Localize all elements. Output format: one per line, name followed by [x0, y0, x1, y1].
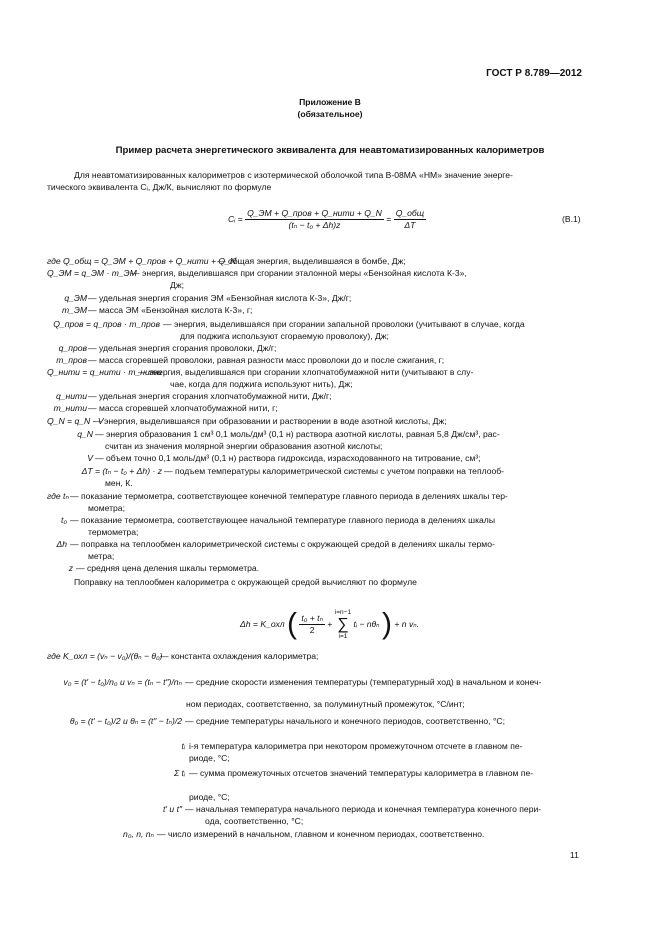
definition-text: — энергия, выделившаяся при сгорании хлопчатобумажной нити (учитывают в слу-	[138, 367, 474, 377]
definition-text: — поправка на теплообмен калориметрической системы с окружающей средой в делениях шкалы термо-	[70, 539, 495, 549]
definition-text: — удельная энергия сгорания ЭМ «Бензойная кислота К-3», Дж/г;	[88, 293, 352, 303]
definition-continuation: метра;	[88, 551, 115, 561]
definition-text: — константа охлаждения калориметра;	[160, 651, 319, 661]
formula-correction-frac-num: t₀ + tₙ	[301, 613, 323, 623]
page-number: 11	[570, 850, 579, 860]
definition-label: V	[87, 453, 93, 463]
definition-label: z	[68, 563, 73, 573]
paragraph-correction: Поправку на теплообмен калориметра с окружающей средой вычисляют по формуле	[74, 577, 417, 587]
formula-b1-eq: =	[386, 214, 392, 224]
formula-correction-tail: + n vₙ.	[394, 619, 420, 629]
definition-continuation: ода, соответственно, °С;	[205, 816, 304, 826]
definition-label: t₀	[60, 515, 67, 525]
definition-label: где K_охл = (vₙ − v₀)/(θₙ − θ₀)	[47, 651, 163, 661]
definition-label: q_пров	[58, 343, 87, 353]
definition-continuation: для поджига используют сгораемую проволоку), Дж;	[180, 331, 389, 341]
formula-correction-plus: +	[327, 619, 333, 629]
intro-line-2: тического эквивалента Cᵢ, Дж/К, вычисляют по формуле	[47, 182, 272, 192]
definition-continuation: риоде, °С;	[189, 753, 230, 763]
document-code: ГОСТ Р 8.789—2012	[486, 68, 582, 79]
definition-continuation: Дж;	[170, 280, 184, 290]
definition-text: — масса сгоревшей хлопчатобумажной нити, г;	[88, 403, 278, 413]
definition-label: где Q_общ = Q_ЭМ + Q_пров + Q_нити + Q_N	[47, 256, 237, 266]
definition-continuation: считан из значения молярной энергии образования азотной кислоты;	[105, 441, 383, 451]
section-title: Пример расчета энергетического эквивалента для неавтоматизированных калориметров	[115, 145, 545, 156]
definition-text: — средние скорости изменения температуры (температурный ход) в начальном и конеч-	[185, 677, 542, 687]
definition-text: — энергия, выделившаяся при образовании и растворении в воде азотной кислоты, Дж;	[93, 416, 447, 426]
sigma-icon: ∑	[337, 616, 349, 633]
formula-b1-fraction-2	[394, 208, 426, 231]
definition-text: — средняя цена деления шкалы термометра.	[76, 563, 260, 573]
formula-b1-numerator-2: Q_общ	[395, 208, 425, 218]
definition-text: — сумма промежуточных отсчетов значений температуры калориметра в главном пе-	[189, 768, 534, 778]
definition-label: ΔT = (tₙ − t₀ + Δh) · z	[81, 466, 162, 476]
definition-text: — общая энергия, выделившаяся в бомбе, Дж;	[217, 256, 406, 266]
formula-b1-fraction-1	[245, 208, 384, 231]
definition-label: v₀ = (t′ − t₀)/n₀ и vₙ = (tₙ − t″)/nₙ	[63, 677, 182, 687]
definition-label: θ₀ = (t′ − t₀)/2 и θₙ = (t″ − tₙ)/2	[69, 716, 182, 726]
definition-label: Q_пров = q_пров · m_пров	[53, 319, 160, 329]
definition-label: t′ и t″	[163, 804, 182, 814]
appendix-status: (обязательное)	[297, 109, 363, 119]
formula-number: (В.1)	[562, 214, 581, 224]
definition-continuation: ном периодах, соответственно, за полуминутный промежуток, °С/инт;	[186, 699, 465, 709]
definition-label: m_пров	[56, 355, 87, 365]
definition-label: Q_нити = q_нити · m_нити	[47, 367, 162, 377]
definition-text: — объем точно 0,1 моль/дм³ (0,1 н) раствора гидроксида, израсходованного на титрование, см³;	[95, 453, 481, 463]
definition-text: — удельная энергия сгорания проволоки, Дж/г;	[88, 343, 277, 353]
formula-b1-denominator-2: ΔT	[404, 220, 416, 230]
definition-label: m_нити	[53, 403, 87, 413]
definition-label: q_N	[77, 429, 93, 439]
definition-label: Q_ЭМ = q_ЭМ · m_ЭМ	[47, 268, 137, 278]
appendix-title: Приложение В	[299, 97, 361, 107]
definition-label: m_ЭМ	[61, 305, 87, 315]
definition-text: — показание термометра, соответствующее начальной температуре главного периода в делениях шкалы	[70, 515, 495, 525]
definition-text: — энергия образования 1 см³ 0,1 моль/дм³ (0,1 н) раствора азотной кислоты, равная 5,8 Дж/см³, рас-	[95, 429, 500, 439]
definition-continuation: риоде, °С;	[189, 792, 230, 802]
formula-correction-frac-den: 2	[309, 625, 315, 635]
definition-text: — энергия, выделившаяся при сгорании эталонной меры «Бензойная кислота К-3»,	[131, 268, 467, 278]
definition-text: — показание термометра, соответствующее конечной температуре главного периода в делениях шкалы тер-	[70, 491, 508, 501]
definition-text: — число измерений в начальном, главном и конечном периодах, соответственно.	[157, 829, 485, 839]
definition-continuation: мометра;	[88, 503, 125, 513]
formula-correction-lhs: Δh = K_охл	[240, 619, 285, 629]
definition-text: — средние температуры начального и конечного периодов, соответственно, °С;	[185, 716, 505, 726]
intro-line-1: Для неавтоматизированных калориметров с изотермической оболочкой типа В-08МА «НМ» значение энерге-	[74, 170, 513, 180]
formula-b1-denominator: (tₙ − t₀ + Δh)z	[288, 220, 341, 230]
definition-text: — энергия, выделившаяся при сгорании запальной проволоки (учитывают в случае, когда	[163, 319, 525, 329]
definition-label: tᵢ	[181, 741, 185, 751]
formula-b1-lhs: Cᵢ =	[228, 214, 243, 224]
definition-text: — масса ЭМ «Бензойная кислота К-3», г;	[88, 305, 253, 315]
sum-bottom-limit: i=1	[338, 633, 348, 640]
definition-continuation: чае, когда для поджига используют нить), Дж;	[170, 379, 353, 389]
formula-correction-sum-body: tᵢ − nθₙ	[353, 619, 380, 629]
formula-b1-numerator: Q_ЭМ + Q_пров + Q_нити + Q_N	[247, 208, 382, 218]
definition-label: n₀, n, nₙ	[123, 829, 154, 839]
definition-label: Q_N = q_N · V	[47, 416, 104, 426]
formula-b1	[228, 208, 426, 231]
definition-continuation: термометра;	[88, 527, 139, 537]
sum-symbol	[335, 608, 351, 641]
definition-label: где tₙ	[47, 491, 69, 501]
definition-label: q_ЭМ	[64, 293, 87, 303]
definition-label: Σ tᵢ	[174, 768, 185, 778]
definition-text: — начальная температура начального периода и конечная температура конечного пери-	[185, 804, 542, 814]
definition-text: — подъем температуры калориметрической системы с учетом поправки на теплооб-	[164, 466, 505, 476]
definition-label: q_нити	[55, 391, 87, 401]
sum-top-limit: i=n−1	[334, 609, 352, 616]
right-paren: )	[382, 607, 392, 641]
definition-text: i-я температура калориметра при некотором промежуточном отсчете в главном пе-	[189, 741, 523, 751]
definition-text: — удельная энергия сгорания хлопчатобумажной нити, Дж/г;	[88, 391, 332, 401]
formula-correction	[240, 608, 419, 641]
formula-correction-fraction	[299, 613, 325, 636]
definition-continuation: мен, К.	[105, 478, 133, 488]
definition-label: Δh	[56, 539, 67, 549]
definition-text: — масса сгоревшей проволоки, равная разности масс проволоки до и после сжигания, г;	[88, 355, 445, 365]
left-paren: (	[286, 607, 297, 641]
